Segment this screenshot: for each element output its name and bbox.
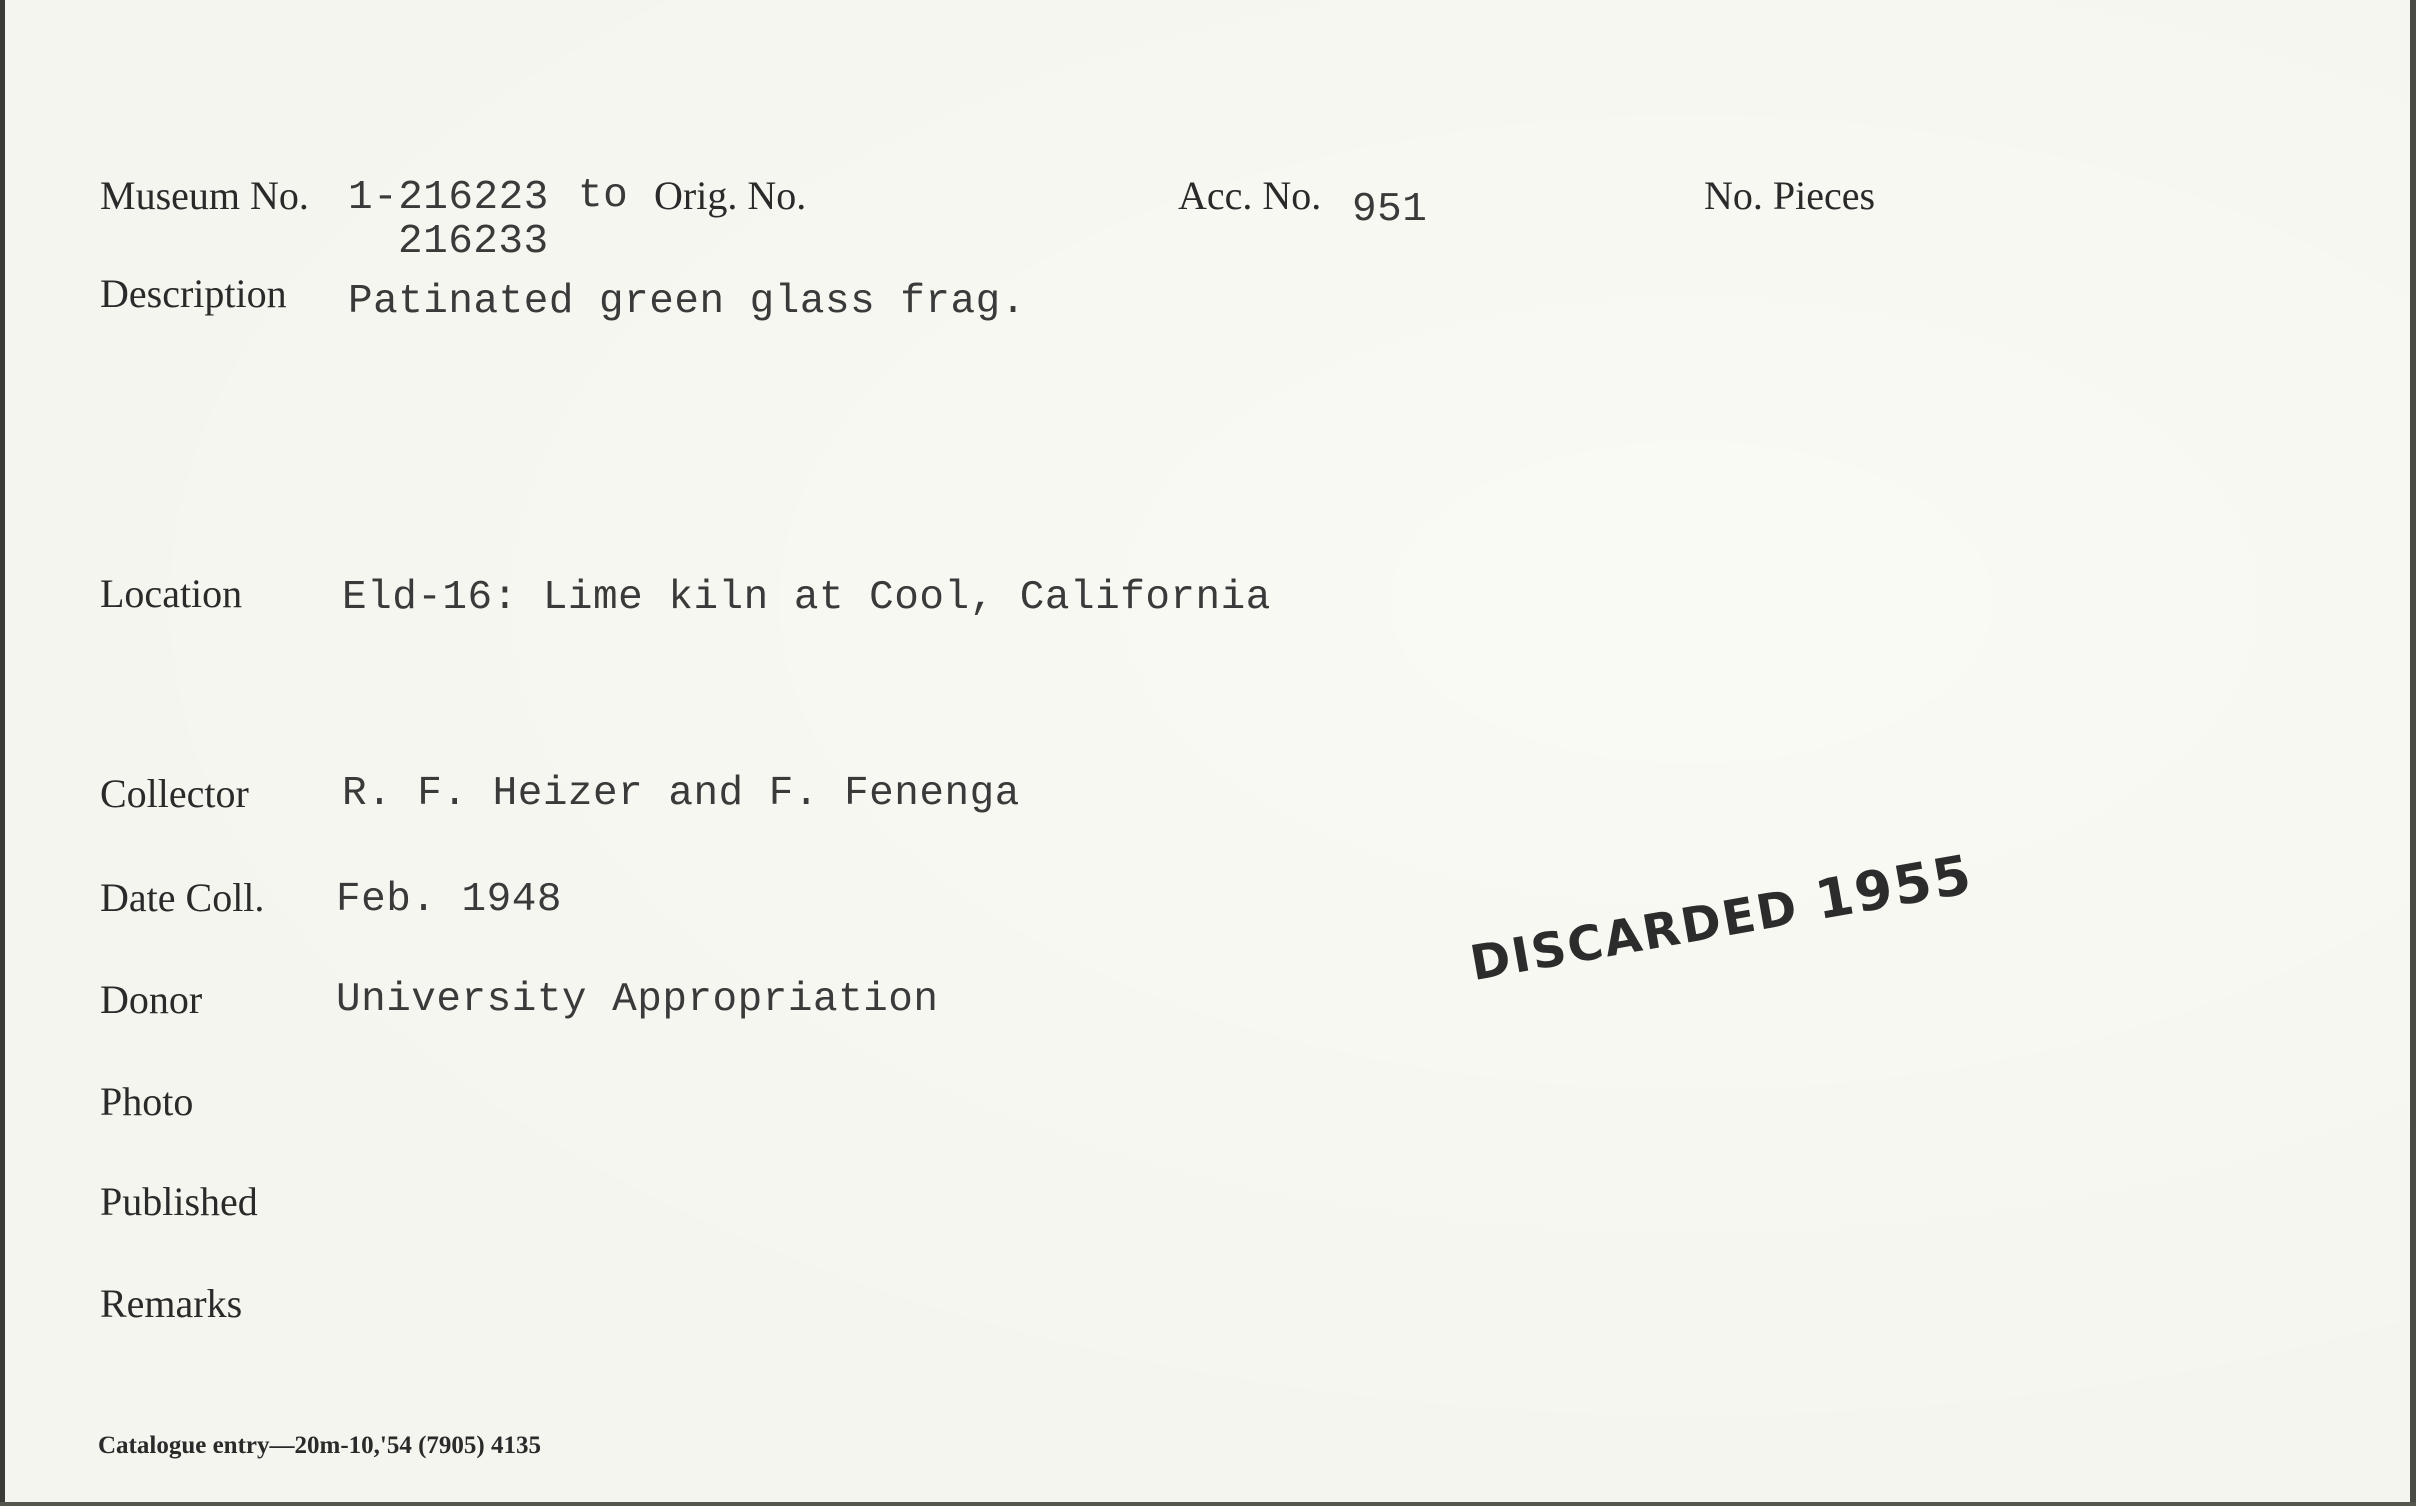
no-pieces-label: No. Pieces <box>1704 173 1876 218</box>
donor-value: University Appropriation <box>336 977 939 1023</box>
photo-label: Photo <box>100 1079 194 1124</box>
catalogue-entry-footer: Catalogue entry—20m-10,'54 (7905) 4135 <box>98 1432 541 1459</box>
description-value: Patinated green glass frag. <box>348 279 1026 325</box>
museum-no-range-word: to <box>578 173 629 219</box>
date-coll-label: Date Coll. <box>100 875 265 920</box>
card-bottom-edge <box>0 1502 2416 1506</box>
museum-no-label: Museum No. <box>100 173 309 218</box>
description-label: Description <box>100 271 287 316</box>
museum-no-value-end: 216233 <box>398 219 549 265</box>
location-label: Location <box>100 571 243 616</box>
location-value: Eld-16: Lime kiln at Cool, California <box>342 575 1271 621</box>
card-right-edge <box>2410 0 2416 1506</box>
museum-no-value: 1-216223 <box>348 175 549 221</box>
collector-value: R. F. Heizer and F. Fenenga <box>342 771 1020 817</box>
acc-no-label: Acc. No. <box>1178 173 1322 218</box>
acc-no-value: 951 <box>1352 187 1428 233</box>
date-coll-value: Feb. 1948 <box>336 877 562 923</box>
collector-label: Collector <box>100 771 249 816</box>
discarded-stamp <box>1465 843 1977 993</box>
donor-label: Donor <box>100 977 203 1022</box>
published-label: Published <box>100 1179 258 1224</box>
orig-no-label: Orig. No. <box>654 173 807 218</box>
discarded-stamp-year: 1955 <box>1810 842 1978 933</box>
card-left-edge <box>0 0 5 1506</box>
remarks-label: Remarks <box>100 1281 243 1326</box>
discarded-stamp-text: DISCARDED <box>1466 879 1803 993</box>
